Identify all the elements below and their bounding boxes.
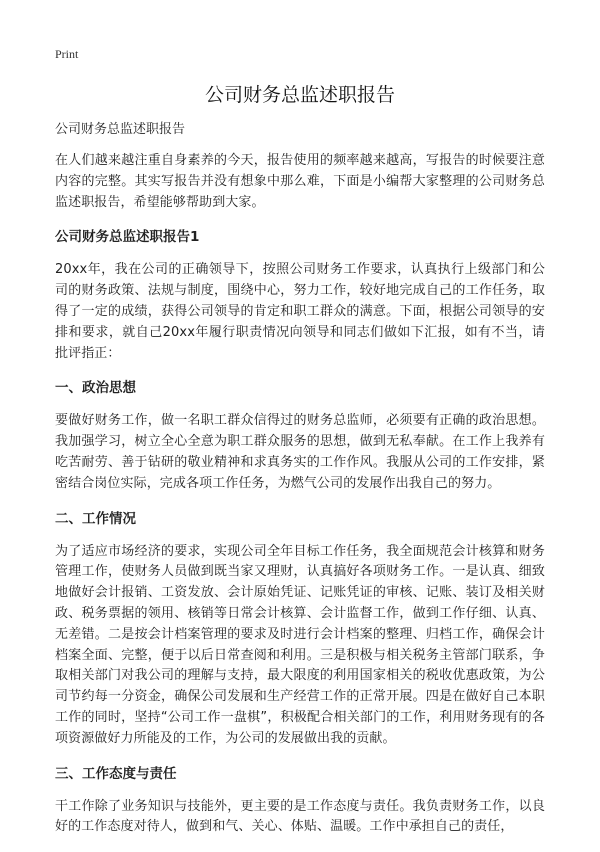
paragraph-4: 干工作除了业务知识与技能外，更主要的是工作态度与责任。我负责财务工作，以良好的工作态度对待人，做到和气、关心、体贴、温暖。工作中承担自己的责任， [55,798,545,835]
paragraph-1: 20xx年，我在公司的正确领导下，按照公司财务工作要求，认真执行上级部门和公司的财务政策、法规与制度，围绕中心，努力工作，较好地完成自己的工作任务，取得了一定的成绩，获得公司领导的肯定和职工群众的满意。下面，根据公司领导的安排和要求，就自己20xx年履行职责情况向领导和同志们做如下汇报，如有不当，请批评指正： [55,262,545,361]
heading-work-status: 二、工作情况 [55,510,136,527]
intro-paragraph: 在人们越来越注重自身素养的今天，报告使用的频率越来越高，写报告的时候要注意内容的完整。其实写报告并没有想象中那么难，下面是小编帮大家整理的公司财务总监述职报告，希望能够帮助到大家。 [55,153,545,210]
section-heading: 公司财务总监述职报告1 [55,229,200,246]
paragraph-3: 为了适应市场经济的要求，实现公司全年目标工作任务，我全面规范会计核算和财务管理工作，使财务人员做到既当家又理财，认真搞好各项财务工作。一是认真、细致地做好会计报销、工资发放、会计原始凭证、记账凭证的审核、记账、装订及相关财政、税务票据的领用、核销等日常会计核算、会计监督工作，做到工作仔细、认真、无差错。二是按会计档案管理的要求及时进行会计档案的整理、归档工作，确保会计档案全面、完整，便于以后日常查阅和利用。三是积极与相关税务主管部门联系，争取相关部门对我公司的理解与支持，最大限度的利用国家相关的税收优惠政策，为公司节约每一分资金，确保公司发展和生产经营工作的正常开展。四是在做好自己本职工作的同时，坚持“公司工作一盘棋”，积极配合相关部门的工作，利用财务现有的各项资源做好力所能及的工作，为公司的发展做出我的贡献。 [55,543,545,746]
document-body [55,120,545,852]
heading-political: 一、政治思想 [55,380,136,397]
heading-attitude: 三、工作态度与责任 [55,765,177,782]
document-subtitle: 公司财务总监述职报告 [55,122,186,137]
paragraph-2: 要做好财务工作，做一名职工群众信得过的财务总监师，必须要有正确的政治思想。我加强学习，树立全心全意为职工群众服务的思想，做到无私奉献。在工作上我养有吃苦耐劳、善于钻研的敬业精神和求真务实的工作作风。我服从公司的工作安排，紧密结合岗位实际，完成各项工作任务，为燃气公司的发展作出我自己的努力。 [55,413,545,491]
print-link[interactable]: Print [55,47,79,61]
page-title: 公司财务总监述职报告 [204,84,395,106]
